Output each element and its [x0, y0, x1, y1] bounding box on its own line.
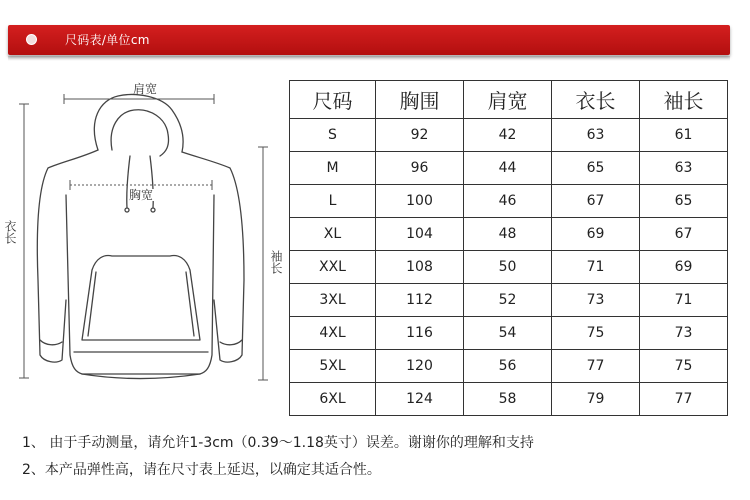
header-length: 衣长 [552, 81, 640, 119]
header-shoulder: 肩宽 [464, 81, 552, 119]
cell-sleeve: 77 [640, 383, 728, 416]
cell-chest: 116 [376, 317, 464, 350]
table-header-row [290, 81, 728, 119]
table-row [290, 284, 728, 317]
cell-size: L [290, 185, 376, 218]
hoodie-diagram [0, 70, 290, 400]
table-row [290, 119, 728, 152]
cell-sleeve: 67 [640, 218, 728, 251]
cell-sleeve: 65 [640, 185, 728, 218]
table-row [290, 152, 728, 185]
cell-size: 6XL [290, 383, 376, 416]
cell-chest: 92 [376, 119, 464, 152]
size-chart-table [289, 80, 728, 416]
chest-width-label: 胸宽 [129, 188, 154, 202]
sleeve-length-label: 袖长 [269, 250, 283, 274]
cell-chest: 124 [376, 383, 464, 416]
header-chest: 胸围 [376, 81, 464, 119]
table-row [290, 185, 728, 218]
cell-shoulder: 54 [464, 317, 552, 350]
table-row [290, 350, 728, 383]
cell-size: 3XL [290, 284, 376, 317]
cell-sleeve: 61 [640, 119, 728, 152]
cell-length: 67 [552, 185, 640, 218]
cell-shoulder: 58 [464, 383, 552, 416]
cell-size: 4XL [290, 317, 376, 350]
cell-chest: 112 [376, 284, 464, 317]
cell-length: 77 [552, 350, 640, 383]
header-size: 尺码 [290, 81, 376, 119]
cell-shoulder: 44 [464, 152, 552, 185]
cell-sleeve: 69 [640, 251, 728, 284]
hoodie-outline-icon [0, 70, 290, 400]
cell-size: XXL [290, 251, 376, 284]
cell-size: XL [290, 218, 376, 251]
cell-chest: 120 [376, 350, 464, 383]
cell-length: 75 [552, 317, 640, 350]
table-row [290, 218, 728, 251]
cell-chest: 100 [376, 185, 464, 218]
cell-shoulder: 56 [464, 350, 552, 383]
header-sleeve: 袖长 [640, 81, 728, 119]
table-row [290, 251, 728, 284]
body-length-label: 衣长 [3, 220, 17, 244]
cell-chest: 108 [376, 251, 464, 284]
cell-sleeve: 71 [640, 284, 728, 317]
cell-sleeve: 63 [640, 152, 728, 185]
cell-shoulder: 42 [464, 119, 552, 152]
cell-sleeve: 75 [640, 350, 728, 383]
cell-length: 73 [552, 284, 640, 317]
cell-size: 5XL [290, 350, 376, 383]
notes-section [22, 430, 534, 484]
shoulder-width-label: 肩宽 [133, 82, 158, 96]
cell-length: 65 [552, 152, 640, 185]
cell-length: 69 [552, 218, 640, 251]
header-banner [8, 25, 730, 55]
cell-shoulder: 46 [464, 185, 552, 218]
cell-shoulder: 48 [464, 218, 552, 251]
bullet-icon [26, 34, 37, 45]
cell-chest: 96 [376, 152, 464, 185]
cell-shoulder: 50 [464, 251, 552, 284]
note-item: 1、 由于手动测量，请允许1-3cm（0.39～1.18英寸）误差。谢谢你的理解和支持 [22, 435, 534, 451]
cell-length: 71 [552, 251, 640, 284]
cell-length: 63 [552, 119, 640, 152]
cell-chest: 104 [376, 218, 464, 251]
cell-size: S [290, 119, 376, 152]
page-title: 尺码表/单位cm [65, 33, 150, 47]
note-item: 2、本产品弹性高，请在尺寸表上延迟，以确定其适合性。 [22, 462, 381, 478]
cell-shoulder: 52 [464, 284, 552, 317]
table-row [290, 317, 728, 350]
cell-sleeve: 73 [640, 317, 728, 350]
table-row [290, 383, 728, 416]
cell-length: 79 [552, 383, 640, 416]
banner-shadow [8, 56, 730, 61]
cell-size: M [290, 152, 376, 185]
